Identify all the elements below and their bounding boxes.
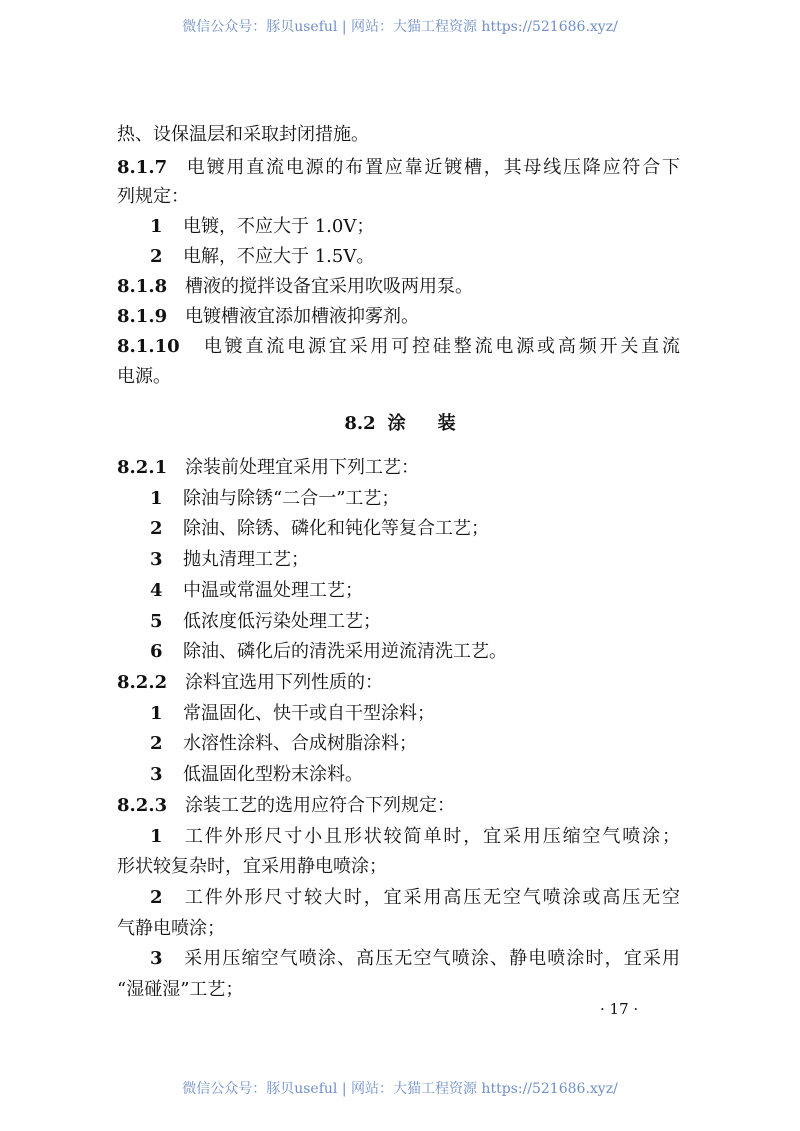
- clause-8-2-2: 8.2.2 涂料宜选用下列性质的：: [117, 672, 383, 693]
- text-line: 气静电喷涂；: [117, 918, 225, 939]
- list-item: 1 除油与除锈“二合一”工艺；: [150, 488, 400, 509]
- clause-8-2-1: 8.2.1 涂装前处理宜采用下列工艺：: [117, 457, 419, 478]
- list-item: 2 工件外形尺寸较大时，宜采用高压无空气喷涂或高压无空: [150, 887, 680, 908]
- text-line: 列规定：: [117, 186, 189, 207]
- watermark-bottom: 微信公众号：豚贝useful | 网站：大猫工程资源 https://521686.xyz/: [182, 1081, 618, 1097]
- list-item: 1 工件外形尺寸小且形状较简单时，宜采用压缩空气喷涂；: [150, 826, 680, 847]
- page-number: · 17 ·: [600, 1000, 639, 1018]
- watermark-top: 微信公众号：豚贝useful | 网站：大猫工程资源 https://521686.xyz/: [182, 19, 618, 35]
- clause-8-1-9: 8.1.9 电镀槽液宜添加槽液抑雾剂。: [117, 306, 419, 327]
- list-item: 2 水溶性涂料、合成树脂涂料；: [150, 733, 417, 754]
- list-item: 1 常温固化、快干或自干型涂料；: [150, 703, 435, 724]
- list-item: 5 低浓度低污染处理工艺；: [150, 611, 381, 632]
- clause-8-2-3: 8.2.3 涂装工艺的选用应符合下列规定：: [117, 795, 455, 816]
- list-item: 1 电镀，不应大于 1.0V；: [150, 216, 375, 237]
- text-line: 形状较复杂时，宜采用静电喷涂；: [117, 856, 387, 877]
- list-item: 3 抛丸清理工艺；: [150, 549, 309, 570]
- text-line: “湿碰湿”工艺；: [117, 979, 244, 1000]
- text-line: 电源。: [117, 366, 171, 387]
- list-item: 2 电解，不应大于 1.5V。: [150, 246, 375, 267]
- list-item: 6 除油、磷化后的清洗采用逆流清洗工艺。: [150, 641, 507, 662]
- list-item: 2 除油、除锈、磷化和钝化等复合工艺；: [150, 518, 489, 539]
- clause-8-1-10: 8.1.10 电镀直流电源宜采用可控硅整流电源或高频开关直流: [117, 336, 680, 357]
- clause-8-1-7: 8.1.7 电镀用直流电源的布置应靠近镀槽，其母线压降应符合下: [117, 157, 680, 178]
- list-item: 3 低温固化型粉末涂料。: [150, 764, 363, 785]
- section-heading: 8.2 涂 装: [344, 413, 456, 434]
- clause-8-1-8: 8.1.8 槽液的搅拌设备宜采用吹吸两用泵。: [117, 276, 473, 297]
- text-line: 热、设保温层和采取封闭措施。: [117, 124, 369, 145]
- list-item: 4 中温或常温处理工艺；: [150, 580, 363, 601]
- list-item: 3 采用压缩空气喷涂、高压无空气喷涂、静电喷涂时，宜采用: [150, 948, 680, 969]
